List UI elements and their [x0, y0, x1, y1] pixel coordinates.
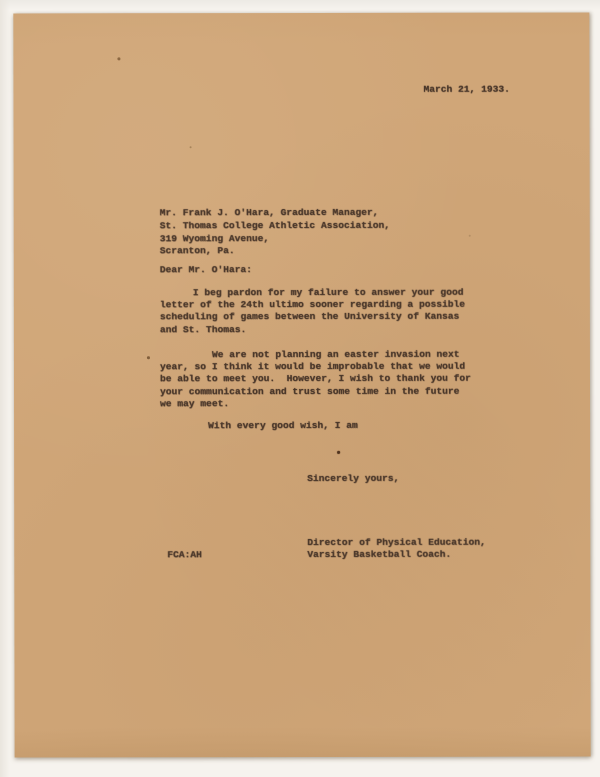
body-paragraph-1: [160, 287, 465, 336]
paper-speck: [190, 146, 192, 148]
paper-speck: [469, 235, 471, 237]
body-line: We are not planning an easter invasion next: [211, 348, 460, 361]
body-paragraph-2: [160, 349, 471, 410]
body-line: and St. Thomas.: [159, 323, 247, 335]
letter-date: March 21, 1933.: [423, 83, 510, 95]
paper-speck: [147, 356, 150, 359]
signature-title-line: Varsity Basketball Coach.: [307, 548, 452, 561]
salutation: Dear Mr. O'Hara:: [159, 264, 252, 276]
body-line: scheduling of games between the University of Kansas: [159, 311, 460, 323]
closing-line: With every good wish, I am: [208, 419, 358, 432]
body-line: be able to meet you. However, I wish to thank you for: [159, 373, 471, 385]
body-line: I beg pardon for my failure to answer your good: [192, 286, 464, 299]
letter-paper: [13, 12, 590, 757]
body-line: we may meet.: [160, 397, 230, 409]
address-line: Mr. Frank J. O'Hara, Graduate Manager,: [159, 206, 379, 219]
body-line: year, so I think it would be improbable that we would: [159, 360, 466, 373]
body-line: your communication and trust some time in the future: [160, 385, 460, 397]
typist-initials: FCA:AH: [167, 549, 202, 561]
signoff: Sincerely yours,: [307, 472, 400, 484]
recipient-address: [160, 207, 390, 259]
address-line: Scranton, Pa.: [159, 245, 235, 257]
address-line: 319 Wyoming Avenue,: [159, 232, 270, 244]
address-line: St. Thomas College Athletic Association,: [159, 219, 391, 232]
body-line: letter of the 24th ultimo sooner regarding a possible: [159, 298, 466, 311]
signature-block: [307, 537, 486, 562]
signature-title-line: Director of Physical Education,: [307, 536, 486, 548]
ink-dot: [337, 451, 340, 454]
paper-speck: [117, 57, 120, 60]
